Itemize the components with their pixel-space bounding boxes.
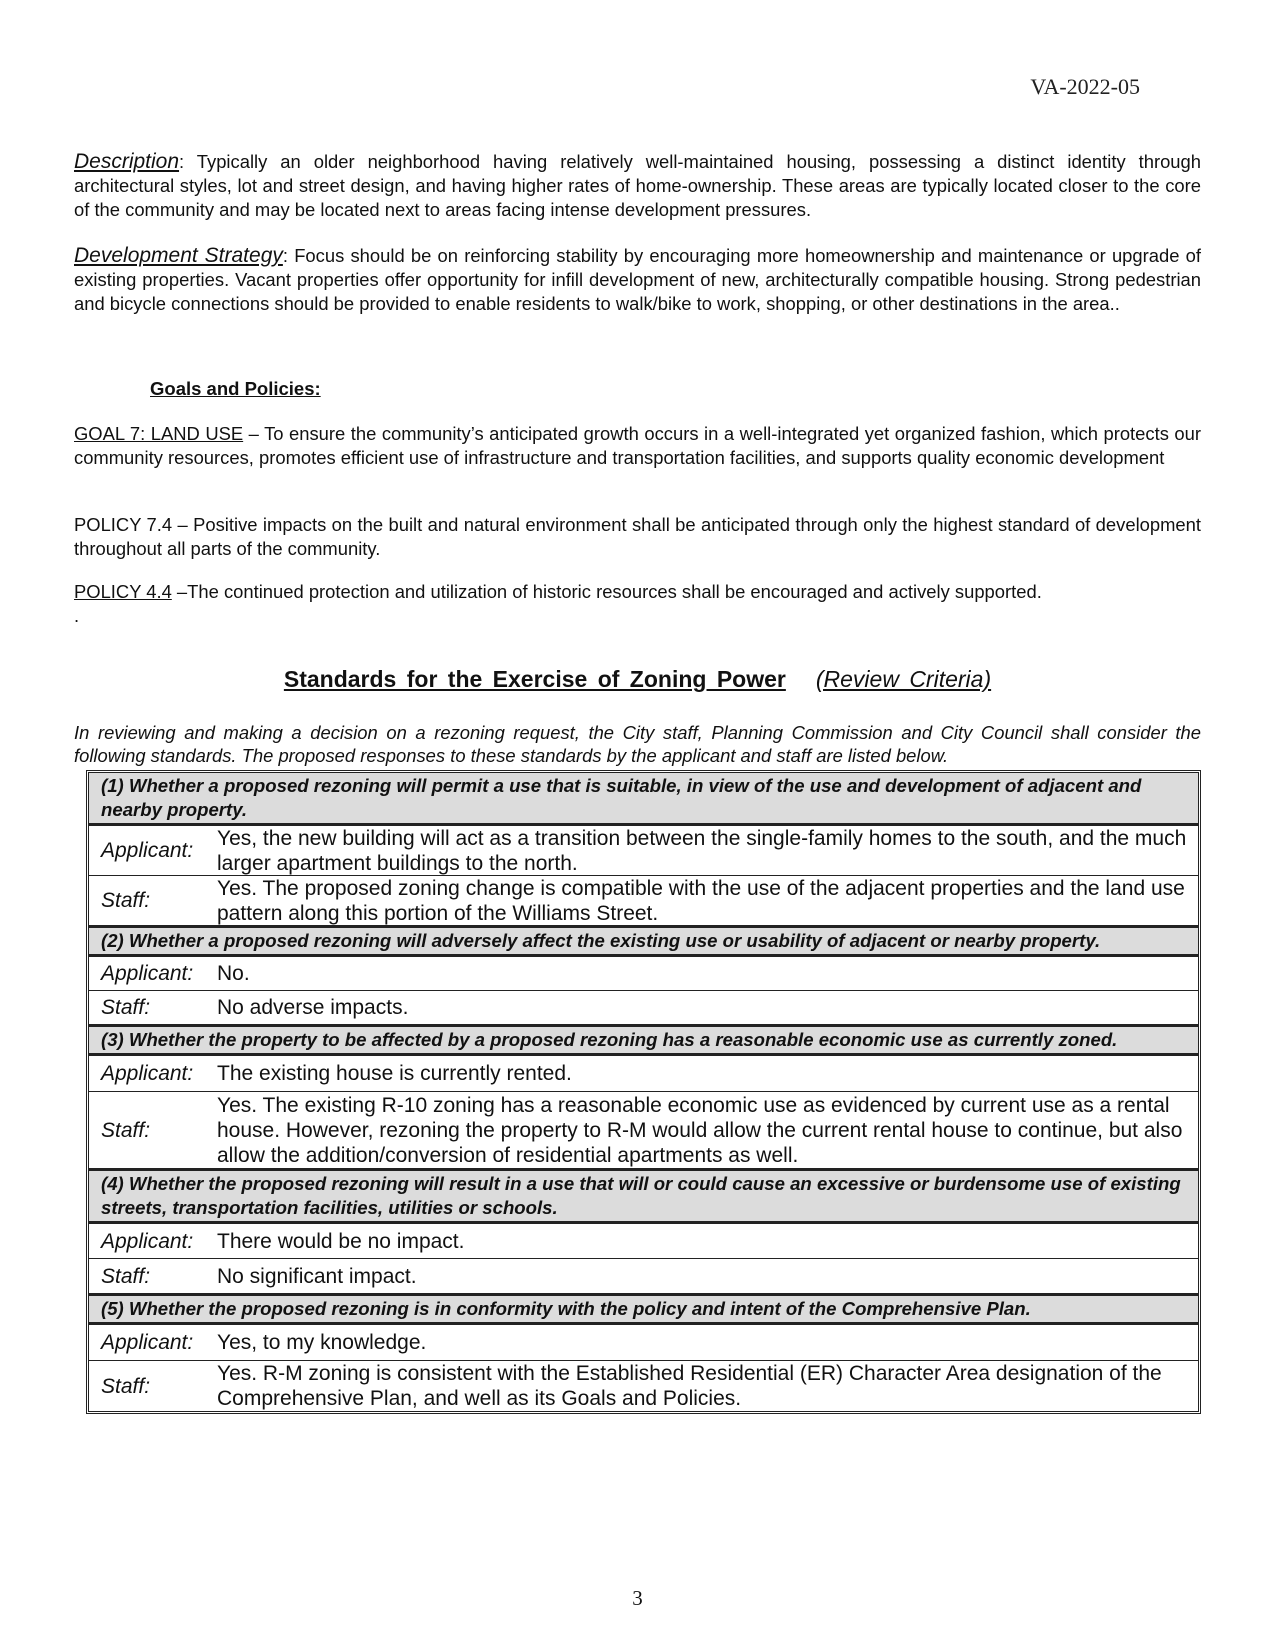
applicant-response-row (89, 826, 1198, 876)
policy-4-4-label: POLICY 4.4 (74, 581, 172, 602)
page-number: 3 (632, 1586, 643, 1610)
applicant-response: The existing house is currently rented. (217, 1062, 572, 1085)
staff-response-row (89, 1259, 1198, 1293)
applicant-label: Applicant: (101, 962, 194, 985)
staff-response: Yes. R-M zoning is consistent with the Established Residential (ER) Character Area designation of the Comprehensive Plan, and well as its Goals and Policies. (217, 1362, 1162, 1410)
applicant-response: Yes, to my knowledge. (217, 1331, 427, 1354)
goal-7-text: – To ensure the community’s anticipated growth occurs in a well-integrated yet organized fashion, which protects our community resources, promotes efficient use of infrastructure and transportation facilities, and supports quality economic development (74, 423, 1201, 468)
staff-response: No significant impact. (217, 1264, 417, 1288)
staff-label: Staff: (101, 1264, 151, 1288)
goal-7-paragraph (74, 422, 1201, 470)
staff-label: Staff: (101, 1374, 151, 1398)
standards-intro: In reviewing and making a decision on a rezoning request, the City staff, Planning Commission and City Council shall consider the following standards. The proposed responses to these standards by the applicant and staff are listed below. (74, 722, 1201, 766)
goal-7-label: GOAL 7: LAND USE (74, 423, 244, 444)
applicant-label: Applicant: (101, 1062, 194, 1085)
criterion-question: (2) Whether a proposed rezoning will adversely affect the existing use or usability of adjacent or nearby property. (89, 925, 1198, 957)
applicant-response-row (89, 1056, 1198, 1092)
staff-response-row (89, 1361, 1198, 1411)
staff-response: No adverse impacts. (217, 996, 409, 1019)
staff-label: Staff: (101, 889, 151, 912)
applicant-label: Applicant: (101, 839, 194, 862)
policy-4-4-paragraph (74, 580, 1201, 628)
staff-response-row (89, 1092, 1198, 1168)
development-strategy-paragraph (74, 244, 1201, 316)
policy-7-4-paragraph: POLICY 7.4 – Positive impacts on the built and natural environment shall be anticipated through only the highest standard of development throughout all parts of the community. (74, 514, 1201, 559)
standards-subtitle: (Review Criteria) (815, 666, 992, 692)
criterion-question: (3) Whether the property to be affected by a proposed rezoning has a reasonable economic use as currently zoned. (89, 1024, 1198, 1056)
staff-label: Staff: (101, 996, 151, 1019)
policy-4-4-text: –The continued protection and utilization of historic resources shall be encouraged and actively supported. (171, 581, 1042, 602)
description-label: Description (74, 150, 180, 173)
description-paragraph (74, 150, 1201, 222)
staff-label: Staff: (101, 1118, 151, 1142)
description-text: : Typically an older neighborhood having relatively well-maintained housing, possessing a distinct identity through architectural styles, lot and street design, and having higher rates of home-ownership. These areas are typically located closer to the core of the community and may be located next to areas facing intense development pressures. (74, 151, 1201, 220)
applicant-response-row (89, 1224, 1198, 1259)
staff-response: Yes. The existing R-10 zoning has a reasonable economic use as evidenced by current use as a rental house. However, rezoning the property to R-M would allow the current rental house to continue, but also allow the addition/conversion of residential apartments as well. (217, 1093, 1183, 1167)
criterion-question: (1) Whether a proposed rezoning will permit a use that is suitable, in view of the use and development of adjacent and nearby property. (89, 773, 1198, 826)
applicant-response: No. (217, 962, 250, 985)
criterion-question: (4) Whether the proposed rezoning will result in a use that will or could cause an excessive or burdensome use of existing streets, transportation facilities, utilities or schools. (89, 1168, 1198, 1224)
applicant-response: There would be no impact. (217, 1229, 465, 1253)
staff-response-row (89, 876, 1198, 925)
applicant-response-row (89, 1325, 1198, 1361)
goals-heading: Goals and Policies: (150, 378, 321, 399)
staff-response-row (89, 991, 1198, 1024)
standards-title-main: Standards for the Exercise of Zoning Power (283, 666, 786, 692)
development-strategy-label: Development Strategy (74, 244, 283, 267)
policy-4-4-trailing: . (74, 605, 80, 626)
applicant-response: Yes, the new building will act as a transition between the single-family homes to the south, and the much larger apartment buildings to the north. (217, 826, 1187, 875)
applicant-label: Applicant: (101, 1229, 194, 1253)
criterion-question: (5) Whether the proposed rezoning is in conformity with the policy and intent of the Comprehensive Plan. (89, 1293, 1198, 1325)
criteria-table (86, 770, 1201, 1414)
case-number: VA-2022-05 (1030, 74, 1140, 99)
standards-title (0, 666, 1275, 693)
applicant-label: Applicant: (101, 1331, 194, 1354)
development-strategy-text: : Focus should be on reinforcing stability by encouraging more homeownership and maintenance or upgrade of existing properties. Vacant properties offer opportunity for infill development of new, architecturally compatible housing. Strong pedestrian and bicycle connections should be provided to enable residents to walk/bike to work, shopping, or other destinations in the area.. (74, 245, 1201, 314)
staff-response: Yes. The proposed zoning change is compatible with the use of the adjacent properties and the land use pattern along this portion of the Williams Street. (217, 876, 1185, 925)
applicant-response-row (89, 957, 1198, 991)
